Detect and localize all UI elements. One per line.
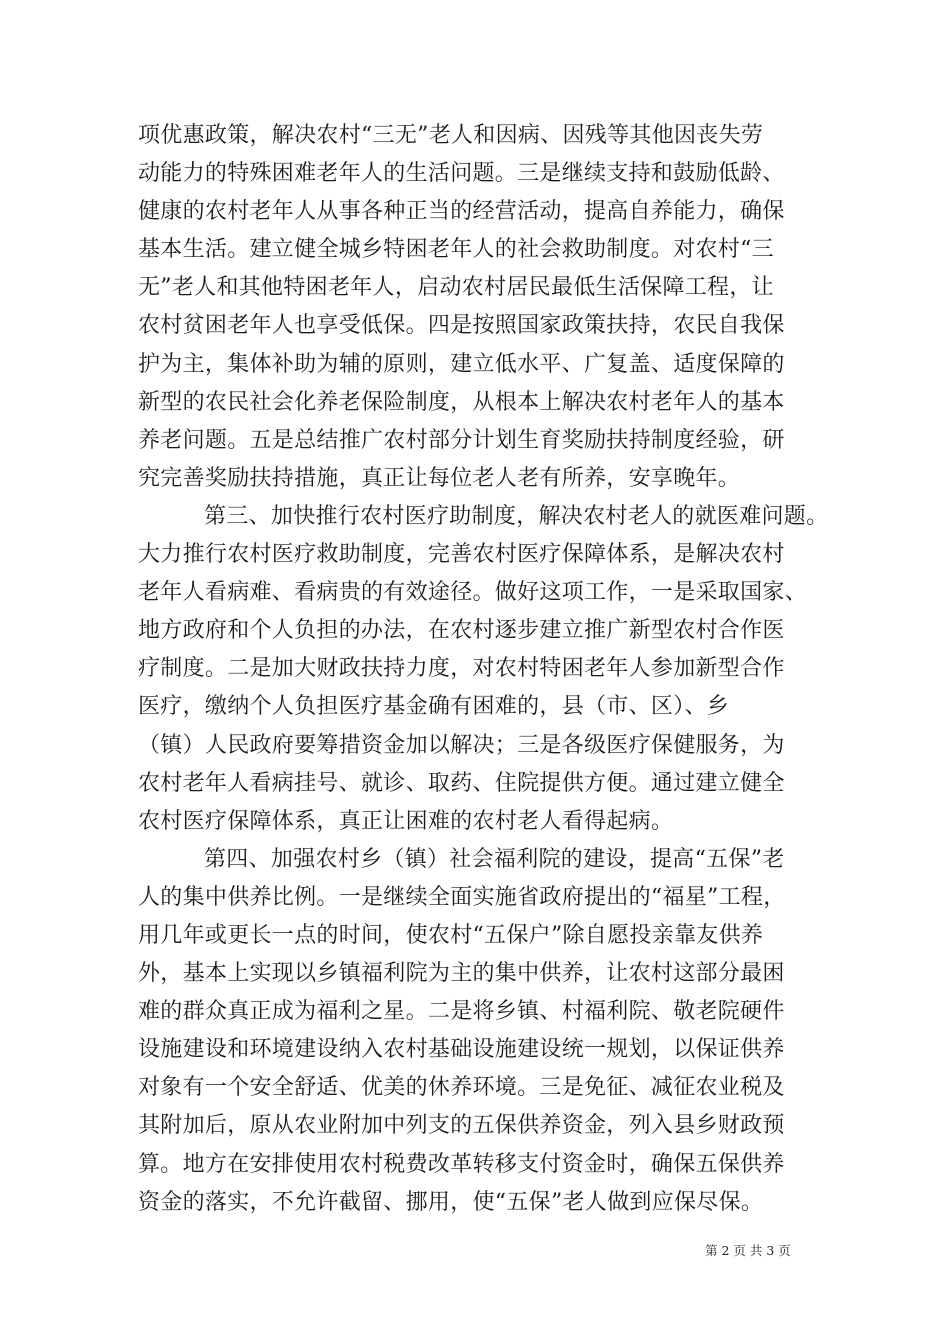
text-line: 设施建设和环境建设纳入农村基础设施建设统一规划，以保证供养 <box>138 1037 785 1063</box>
text-line: 用几年或更长一点的时间，使农村“五保户”除自愿投亲靠友供养 <box>138 922 764 948</box>
text-line: 资金的落实，不允许截留、挪用，使“五保”老人做到应保尽保。 <box>138 1189 764 1215</box>
text-line: 基本生活。建立健全城乡特困老年人的社会救助制度。对农村“三 <box>138 237 774 263</box>
text-line: 究完善奖励扶持措施，真正让每位老人老有所养，安享晚年。 <box>138 465 741 491</box>
page-number: 第 2 页 共 3 页 <box>705 1243 791 1258</box>
paragraph-heading-third: 第三、加快推行农村医疗助制度，解决农村老人的就医难问题。 <box>204 503 829 529</box>
text-line: 护为主，集体补助为辅的原则，建立低水平、广复盖、适度保障的 <box>138 351 785 377</box>
text-line: 健康的农村老年人从事各种正当的经营活动，提高自养能力，确保 <box>138 199 785 225</box>
text-line: 其附加后，原从农业附加中列支的五保供养资金，列入县乡财政预 <box>138 1113 785 1139</box>
text-line: 农村老年人看病挂号、就诊、取药、住院提供方便。通过建立健全 <box>138 770 785 796</box>
text-line: 外，基本上实现以乡镇福利院为主的集中供养，让农村这部分最困 <box>138 961 785 987</box>
text-line: 无”老人和其他特困老年人，启动农村居民最低生活保障工程，让 <box>138 275 774 301</box>
text-line: 地方政府和个人负担的办法，在农村逐步建立推广新型农村合作医 <box>138 618 785 644</box>
text-line: 农村医疗保障体系，真正让困难的农村老人看得起病。 <box>138 808 674 834</box>
text-line: 对象有一个安全舒适、优美的休养环境。三是免征、减征农业税及 <box>138 1075 785 1101</box>
paragraph-heading-fourth: 第四、加强农村乡（镇）社会福利院的建设，提高“五保”老 <box>204 846 785 872</box>
text-line: 算。地方在安排使用农村税费改革转移支付资金时，确保五保供养 <box>138 1151 785 1177</box>
text-line: 新型的农民社会化养老保险制度，从根本上解决农村老年人的基本 <box>138 389 785 415</box>
text-line: 难的群众真正成为福利之星。二是将乡镇、村福利院、敬老院硬件 <box>138 999 785 1025</box>
text-line: 动能力的特殊困难老年人的生活问题。三是继续支持和鼓励低龄、 <box>138 161 785 187</box>
text-line: 农村贫困老年人也享受低保。四是按照国家政策扶持，农民自我保 <box>138 313 785 339</box>
text-line: 医疗，缴纳个人负担医疗基金确有困难的，县（市、区）、乡 <box>138 694 730 720</box>
text-line: 疗制度。二是加大财政扶持力度，对农村特困老年人参加新型合作 <box>138 656 785 682</box>
text-line: 人的集中供养比例。一是继续全面实施省政府提出的“福星”工程， <box>138 884 786 910</box>
text-line: （镇）人民政府要筹措资金加以解决；三是各级医疗保健服务，为 <box>138 732 785 758</box>
body-text <box>138 117 829 1222</box>
text-line: 大力推行农村医疗救助制度，完善农村医疗保障体系，是解决农村 <box>138 542 785 568</box>
text-line: 养老问题。五是总结推广农村部分计划生育奖励扶持制度经验，研 <box>138 427 785 453</box>
text-line: 老年人看病难、看病贵的有效途径。做好这项工作，一是采取国家、 <box>138 580 808 606</box>
text-line: 项优惠政策，解决农村“三无”老人和因病、因残等其他因丧失劳 <box>138 123 764 148</box>
